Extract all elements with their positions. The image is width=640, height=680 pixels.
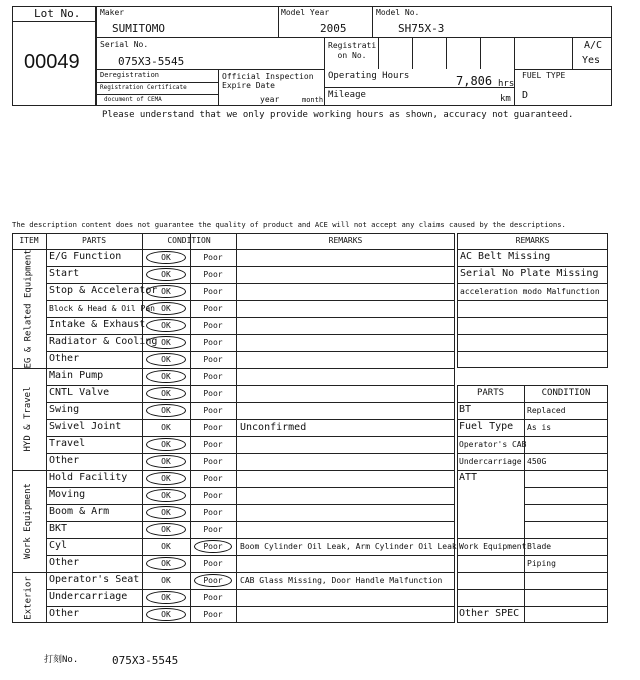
condition-poor: Poor xyxy=(203,440,223,449)
condition-ok: OK xyxy=(161,338,171,347)
ok-selected-mark xyxy=(146,472,186,485)
ok-selected-mark xyxy=(146,489,186,502)
ok-selected-mark xyxy=(146,370,186,383)
table-row xyxy=(46,368,455,385)
fuel-type-value: D xyxy=(522,90,529,101)
ok-selected-mark xyxy=(146,285,186,298)
condition-ok: OK xyxy=(161,406,171,415)
month-label: month xyxy=(302,96,324,104)
registration-certificate-label: Registration Certificate xyxy=(100,84,187,91)
part-name: Moving xyxy=(49,489,86,500)
disclaimer: The description content does not guarantee the quality of product and ACE will not accept any claims caused by the descriptions. xyxy=(12,220,566,229)
condition-poor: Poor xyxy=(203,559,223,568)
condition-ok: OK xyxy=(161,253,171,262)
condition-poor: Poor xyxy=(203,610,223,619)
model-year-label: Model Year xyxy=(281,8,330,17)
condition-poor: Poor xyxy=(203,508,223,517)
condition-ok: OK xyxy=(161,389,171,398)
part-name: Start xyxy=(49,268,80,279)
part-name: Radiator & Cooling xyxy=(49,336,158,347)
group-label: EG & Related Equipment xyxy=(23,248,33,368)
condition-ok: OK xyxy=(161,525,171,534)
hours-notice: Please understand that we only provide working hours as shown, accuracy not guaranteed. xyxy=(102,110,574,120)
spec-part: Undercarriage xyxy=(459,457,522,466)
ok-selected-mark xyxy=(146,302,186,315)
operating-hours-label: Operating Hours xyxy=(328,71,410,81)
part-name: Operator's Seat xyxy=(49,574,140,585)
poor-selected-mark xyxy=(194,540,232,553)
ok-selected-mark xyxy=(146,591,186,604)
ok-selected-mark xyxy=(146,557,186,570)
ok-selected-mark xyxy=(146,404,186,417)
part-name: Undercarriage xyxy=(49,591,128,602)
condition-ok: OK xyxy=(161,440,171,449)
col-remarks-header: REMARKS xyxy=(328,236,363,245)
part-name: Travel xyxy=(49,438,86,449)
part-name: E/G Function xyxy=(49,251,122,262)
condition-ok: OK xyxy=(161,270,171,279)
condition-ok: OK xyxy=(161,372,171,381)
stamp-number-value: 075X3-5545 xyxy=(112,654,179,667)
remark-line: acceleration modo Malfunction xyxy=(460,287,600,296)
col-condition-header: CONDITION xyxy=(167,236,211,245)
part-name: Main Pump xyxy=(49,370,104,381)
condition-ok: OK xyxy=(161,610,171,619)
fuel-type-label: FUEL TYPE xyxy=(522,71,566,80)
table-row xyxy=(46,453,455,470)
col-item-header: ITEM xyxy=(19,236,39,245)
ok-selected-mark xyxy=(146,251,186,264)
table-row xyxy=(46,521,455,538)
spec-part: Fuel Type xyxy=(459,421,514,432)
cema-label: document of CEMA xyxy=(104,96,162,103)
table-row xyxy=(46,436,455,453)
condition-ok: OK xyxy=(161,559,171,568)
ok-selected-mark xyxy=(146,523,186,536)
serial-label: Serial No. xyxy=(100,40,149,49)
ac-label: A/C xyxy=(584,40,603,51)
condition-poor: Poor xyxy=(203,389,223,398)
part-name: CNTL Valve xyxy=(49,387,110,398)
table-row xyxy=(46,555,455,572)
poor-selected-mark xyxy=(194,574,232,587)
row-remark: CAB Glass Missing, Door Handle Malfunction xyxy=(240,576,443,585)
inspection-label: Official Inspection Expire Date xyxy=(222,72,314,90)
hrs-label: hrs xyxy=(498,79,515,89)
ok-selected-mark xyxy=(146,387,186,400)
condition-poor: Poor xyxy=(203,304,223,313)
operating-hours-value: 7,806 xyxy=(456,74,493,88)
condition-poor: Poor xyxy=(203,542,223,551)
ok-selected-mark xyxy=(146,506,186,519)
condition-ok: OK xyxy=(161,542,171,551)
condition-ok: OK xyxy=(161,474,171,483)
ok-selected-mark xyxy=(146,268,186,281)
condition-ok: OK xyxy=(161,593,171,602)
ok-selected-mark xyxy=(146,438,186,451)
ok-selected-mark xyxy=(146,336,186,349)
model-year-value: 2005 xyxy=(320,22,347,35)
year-label: year xyxy=(260,95,280,104)
table-row xyxy=(46,402,455,419)
spec-part: ATT xyxy=(459,472,478,483)
table-row xyxy=(46,351,455,368)
km-label: km xyxy=(500,94,511,104)
part-name: BKT xyxy=(49,523,68,534)
part-name: Block & Head & Oil Pan xyxy=(49,304,155,313)
condition-poor: Poor xyxy=(203,491,223,500)
table-row xyxy=(46,487,455,504)
condition-poor: Poor xyxy=(203,321,223,330)
condition-ok: OK xyxy=(161,287,171,296)
part-name: Cyl xyxy=(49,540,68,551)
lot-number: 00049 xyxy=(24,51,80,73)
row-remark: Boom Cylinder Oil Leak, Arm Cylinder Oil Leak xyxy=(240,542,457,551)
ok-selected-mark xyxy=(146,455,186,468)
group-label: Exterior xyxy=(23,575,33,620)
table-row xyxy=(46,266,455,283)
condition-poor: Poor xyxy=(203,576,223,585)
stamp-number-label: 打刻No. xyxy=(44,655,79,665)
ac-value: Yes xyxy=(582,55,601,66)
condition-ok: OK xyxy=(161,576,171,585)
condition-poor: Poor xyxy=(203,338,223,347)
deregistration-label: Deregistration xyxy=(100,71,160,79)
table-row xyxy=(46,606,455,623)
group-label: HYD & Travel xyxy=(23,386,33,452)
spec-part: Work Equipment xyxy=(459,542,527,551)
condition-ok: OK xyxy=(161,304,171,313)
condition-ok: OK xyxy=(161,457,171,466)
col-parts-header: PARTS xyxy=(81,236,107,245)
part-name: Other xyxy=(49,455,80,466)
ok-selected-mark xyxy=(146,353,186,366)
condition-poor: Poor xyxy=(203,287,223,296)
part-name: Intake & Exhaust xyxy=(49,319,146,330)
part-name: Other xyxy=(49,353,80,364)
spec-part: BT xyxy=(459,404,472,415)
spec-part: Other SPEC xyxy=(459,608,520,619)
part-name: Swivel Joint xyxy=(49,421,122,432)
parts-header: PARTS xyxy=(476,388,505,398)
condition-ok: OK xyxy=(161,423,171,432)
condition-poor: Poor xyxy=(203,457,223,466)
spec-condition: As is xyxy=(527,423,552,432)
condition-poor: Poor xyxy=(203,406,223,415)
ok-selected-mark xyxy=(146,608,186,621)
condition-ok: OK xyxy=(161,491,171,500)
condition-header: CONDITION xyxy=(541,388,591,398)
mileage-label: Mileage xyxy=(328,90,366,100)
spec-condition: Replaced xyxy=(527,406,566,415)
ok-selected-mark xyxy=(146,319,186,332)
spec-condition: Blade xyxy=(527,542,552,551)
lot-label: Lot No. xyxy=(34,7,81,20)
part-name: Boom & Arm xyxy=(49,506,110,517)
group-label: Work Equipment xyxy=(23,483,33,559)
maker-value: SUMITOMO xyxy=(112,22,165,35)
condition-ok: OK xyxy=(161,321,171,330)
part-name: Swing xyxy=(49,404,80,415)
condition-poor: Poor xyxy=(203,474,223,483)
remark-line: AC Belt Missing xyxy=(460,251,551,262)
spec-part: Operator's CAB xyxy=(459,440,527,449)
condition-ok: OK xyxy=(161,355,171,364)
part-name: Other xyxy=(49,557,80,568)
condition-poor: Poor xyxy=(203,372,223,381)
remark-line: Serial No Plate Missing xyxy=(460,268,599,279)
row-remark: Unconfirmed xyxy=(240,422,307,433)
spec-condition: 450G xyxy=(527,457,547,466)
serial-value: 075X3-5545 xyxy=(118,55,185,68)
condition-ok: OK xyxy=(161,508,171,517)
registration-label: Registrati on No. xyxy=(328,41,377,60)
spec-condition: Piping xyxy=(527,559,556,568)
model-no-value: SH75X-3 xyxy=(398,22,445,35)
condition-poor: Poor xyxy=(203,355,223,364)
condition-poor: Poor xyxy=(203,270,223,279)
condition-poor: Poor xyxy=(203,253,223,262)
condition-poor: Poor xyxy=(203,423,223,432)
condition-poor: Poor xyxy=(203,525,223,534)
maker-label: Maker xyxy=(100,8,125,17)
part-name: Hold Facility xyxy=(49,472,128,483)
remarks-header: REMARKS xyxy=(515,236,550,245)
part-name: Other xyxy=(49,608,80,619)
part-name: Stop & Accelerator xyxy=(49,285,158,296)
model-no-label: Model No. xyxy=(376,8,420,17)
condition-poor: Poor xyxy=(203,593,223,602)
